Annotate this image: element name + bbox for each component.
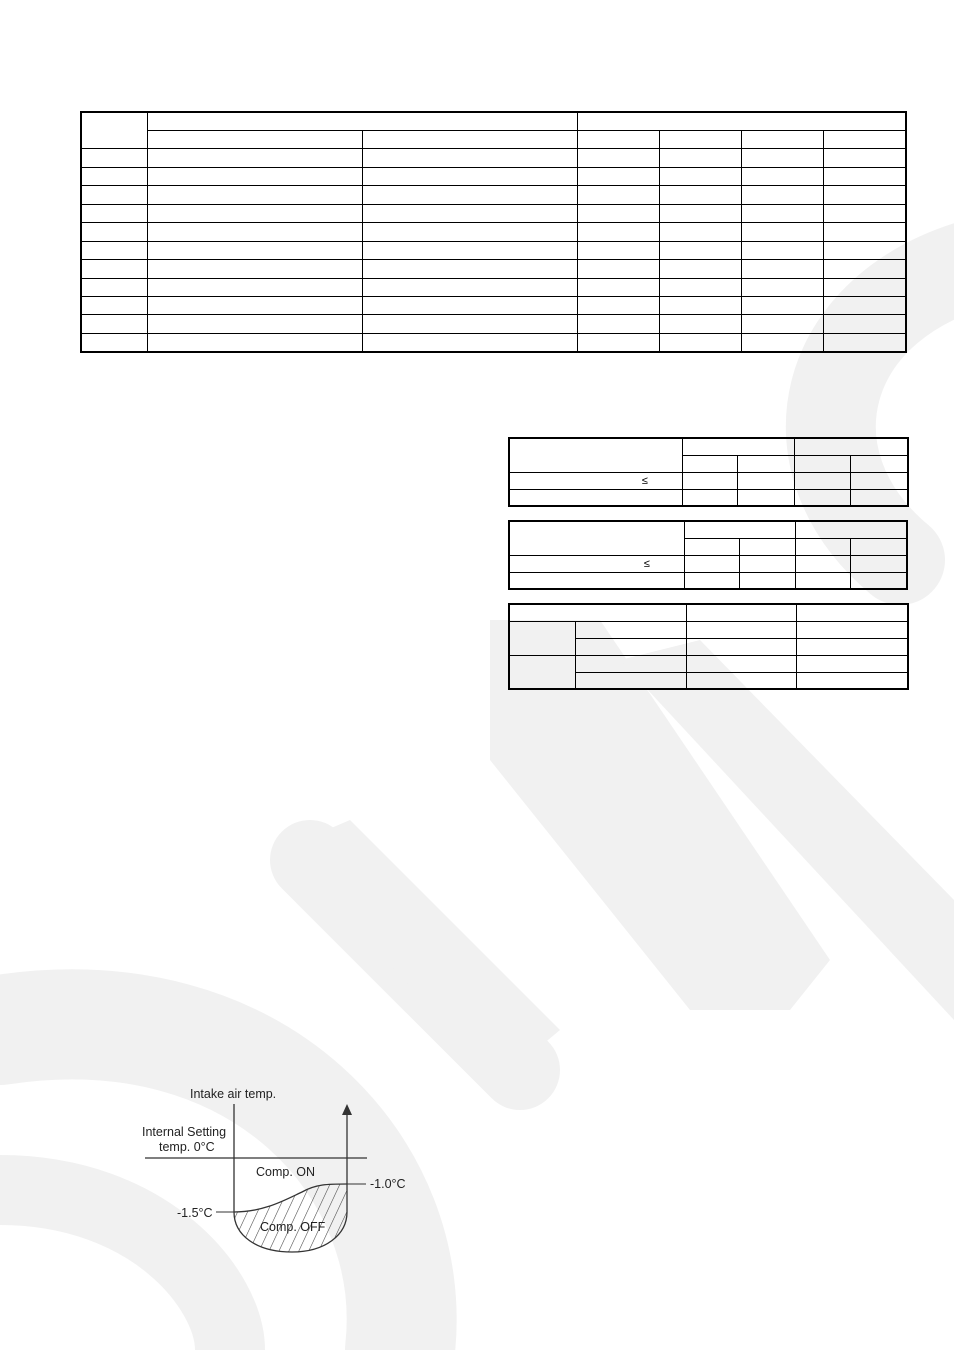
table-row	[509, 555, 907, 572]
header-cell	[850, 455, 908, 472]
table-cell	[578, 278, 660, 296]
table-cell	[741, 241, 823, 259]
table-cell	[796, 555, 851, 572]
table-cell	[686, 655, 796, 672]
header-cell	[682, 455, 738, 472]
y-axis-label: Intake air temp.	[190, 1087, 277, 1101]
table-cell	[509, 655, 576, 689]
header-cell	[578, 130, 660, 148]
table-cell	[797, 621, 908, 638]
table-cell	[509, 621, 576, 655]
header-cell	[509, 604, 686, 621]
header-cell	[362, 130, 577, 148]
table-row	[81, 315, 906, 333]
header-cell	[684, 521, 795, 538]
header-cell	[738, 455, 795, 472]
table-row	[81, 297, 906, 315]
table-cell	[362, 278, 577, 296]
table-row	[509, 572, 907, 589]
table-cell	[148, 223, 362, 241]
comp-off-label: Comp. OFF	[260, 1220, 326, 1234]
header-cell	[823, 130, 906, 148]
table-cell	[81, 278, 148, 296]
table-cell	[682, 489, 738, 506]
upper-threshold-label: -1.0°C	[370, 1177, 406, 1191]
table-row	[81, 260, 906, 278]
table-cell	[148, 333, 362, 352]
table-cell	[797, 672, 908, 689]
threshold-table-1	[508, 437, 909, 507]
table-cell	[578, 315, 660, 333]
table-row	[81, 223, 906, 241]
table-cell	[684, 555, 740, 572]
threshold-table-2	[508, 520, 908, 590]
table-cell	[576, 621, 686, 638]
table-cell	[660, 333, 742, 352]
table-cell	[81, 223, 148, 241]
table-cell	[660, 167, 742, 185]
header-cell	[509, 438, 682, 472]
header-cell	[850, 538, 907, 555]
table-cell	[578, 186, 660, 204]
header-cell	[797, 604, 908, 621]
lower-threshold-label: -1.5°C	[177, 1206, 213, 1220]
table-cell	[148, 241, 362, 259]
table-cell	[796, 572, 851, 589]
table-cell	[741, 204, 823, 222]
table-cell	[148, 260, 362, 278]
table-row	[509, 472, 908, 489]
table-cell	[850, 472, 908, 489]
table-cell	[741, 223, 823, 241]
table-cell	[795, 489, 851, 506]
table-cell	[148, 186, 362, 204]
table-row	[81, 204, 906, 222]
table-cell	[850, 489, 908, 506]
table-header-row	[509, 438, 908, 455]
table-cell	[578, 167, 660, 185]
table-cell	[362, 241, 577, 259]
table-cell	[797, 638, 908, 655]
table-cell	[795, 472, 851, 489]
table-cell	[81, 149, 148, 167]
table-cell	[850, 572, 907, 589]
table-cell	[81, 204, 148, 222]
table-cell	[823, 241, 906, 259]
table-cell	[741, 186, 823, 204]
table-cell	[362, 167, 577, 185]
table-cell	[741, 315, 823, 333]
table-cell	[81, 167, 148, 185]
setting-temp-label-line2: temp. 0°C	[159, 1140, 215, 1154]
table-row	[81, 278, 906, 296]
table-cell	[148, 149, 362, 167]
table-cell	[823, 167, 906, 185]
header-cell	[796, 538, 851, 555]
table-cell	[660, 149, 742, 167]
table-cell	[362, 186, 577, 204]
table-cell	[576, 638, 686, 655]
table-cell	[823, 186, 906, 204]
table-cell	[741, 167, 823, 185]
main-data-table	[80, 111, 907, 353]
table-cell	[823, 260, 906, 278]
table-cell	[362, 333, 577, 352]
table-cell	[850, 555, 907, 572]
table-cell	[741, 297, 823, 315]
header-cell	[796, 521, 907, 538]
table-cell	[797, 655, 908, 672]
table-cell	[148, 167, 362, 185]
table-cell	[81, 297, 148, 315]
table-cell	[576, 655, 686, 672]
table-cell	[823, 149, 906, 167]
table-cell	[660, 241, 742, 259]
table-cell	[148, 315, 362, 333]
table-row	[81, 241, 906, 259]
header-cell	[148, 112, 578, 130]
table-cell	[578, 149, 660, 167]
compressor-control-diagram	[130, 1080, 430, 1270]
table-cell	[741, 149, 823, 167]
table-cell	[823, 223, 906, 241]
table-cell	[362, 315, 577, 333]
table-cell	[362, 260, 577, 278]
table-cell	[741, 260, 823, 278]
table-cell	[741, 333, 823, 352]
mode-table	[508, 603, 909, 690]
header-cell	[741, 130, 823, 148]
table-cell	[660, 278, 742, 296]
table-cell	[660, 223, 742, 241]
table-cell	[686, 672, 796, 689]
table-cell	[362, 297, 577, 315]
table-row	[509, 489, 908, 506]
table-cell	[509, 572, 684, 589]
header-cell	[795, 438, 908, 455]
table-header-row	[509, 604, 908, 621]
table-subheader-row	[81, 130, 906, 148]
table-cell	[578, 333, 660, 352]
header-cell	[578, 112, 906, 130]
table-row	[81, 333, 906, 352]
header-cell	[686, 604, 796, 621]
table-cell	[682, 472, 738, 489]
table-cell	[578, 241, 660, 259]
table-cell	[148, 297, 362, 315]
table-cell	[823, 297, 906, 315]
table-cell	[823, 278, 906, 296]
header-cell	[509, 521, 684, 555]
table-row	[81, 167, 906, 185]
table-cell	[660, 260, 742, 278]
arrow-up-icon	[342, 1104, 352, 1115]
table-cell	[823, 315, 906, 333]
table-cell	[578, 223, 660, 241]
table-row	[509, 655, 908, 672]
table-cell	[578, 260, 660, 278]
header-cell	[795, 455, 851, 472]
table-cell	[660, 204, 742, 222]
table-cell	[578, 204, 660, 222]
table-cell	[148, 204, 362, 222]
table-cell	[81, 186, 148, 204]
table-cell	[686, 638, 796, 655]
table-cell	[823, 204, 906, 222]
table-cell	[740, 572, 796, 589]
header-cell	[684, 538, 740, 555]
table-cell	[362, 149, 577, 167]
table-cell	[660, 297, 742, 315]
table-header-row	[81, 112, 906, 130]
table-cell	[362, 223, 577, 241]
table-cell	[684, 572, 740, 589]
table-cell	[81, 315, 148, 333]
setting-temp-label-line1: Internal Setting	[142, 1125, 227, 1139]
table-cell	[576, 672, 686, 689]
table-row	[81, 186, 906, 204]
less-equal-symbol: ≤	[509, 472, 682, 489]
table-cell	[738, 489, 795, 506]
header-cell	[81, 112, 148, 149]
table-row	[81, 149, 906, 167]
table-cell	[823, 333, 906, 352]
less-equal-symbol: ≤	[509, 555, 684, 572]
header-cell	[682, 438, 794, 455]
header-cell	[660, 130, 742, 148]
table-cell	[509, 489, 682, 506]
table-cell	[660, 315, 742, 333]
header-cell	[148, 130, 362, 148]
table-cell	[740, 555, 796, 572]
comp-on-label: Comp. ON	[256, 1165, 316, 1179]
header-cell	[740, 538, 796, 555]
table-cell	[148, 278, 362, 296]
table-cell	[81, 333, 148, 352]
table-cell	[81, 241, 148, 259]
table-cell	[362, 204, 577, 222]
table-cell	[81, 260, 148, 278]
table-cell	[741, 278, 823, 296]
table-cell	[686, 621, 796, 638]
table-cell	[660, 186, 742, 204]
table-cell	[738, 472, 795, 489]
table-row	[509, 621, 908, 638]
table-header-row	[509, 521, 907, 538]
table-cell	[578, 297, 660, 315]
